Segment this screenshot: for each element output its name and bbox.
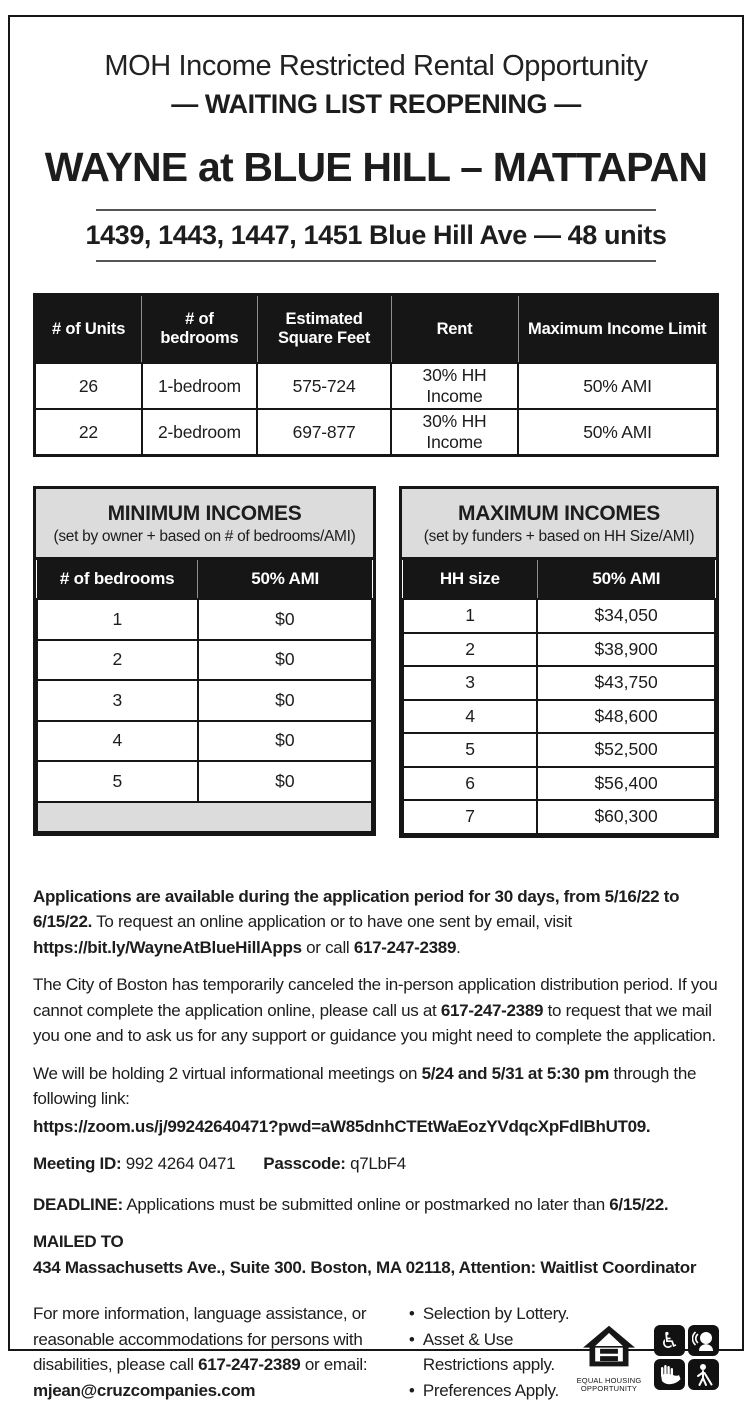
- min-cell: 4: [37, 721, 198, 762]
- min-income-subtitle: (set by owner + based on # of bedrooms/AMI): [44, 528, 365, 546]
- zoom-link[interactable]: https://zoom.us/j/99242640471?pwd=aW85dnhCTEtWaEozYVdqcXpFdlBhUT09.: [33, 1117, 650, 1136]
- max-col-header: HH size: [403, 560, 537, 599]
- bullet-text: Asset & Use Restrictions apply.: [423, 1330, 555, 1375]
- table-row: [403, 767, 715, 801]
- period: .: [456, 938, 460, 957]
- equal-housing-logo: [576, 1325, 642, 1394]
- units-cell: 1-bedroom: [142, 363, 257, 409]
- min-col-header: 50% AMI: [198, 560, 372, 599]
- empty-cell: [37, 802, 372, 832]
- max-cell: $38,900: [537, 633, 715, 667]
- header-divider-bottom: [96, 260, 656, 262]
- apps-link[interactable]: https://bit.ly/WayneAtBlueHillApps: [33, 938, 302, 957]
- max-cell: $52,500: [537, 733, 715, 767]
- units-cell: 30% HH Income: [391, 363, 518, 409]
- language-assistance-icon: [688, 1325, 719, 1356]
- city-paragraph: [33, 972, 719, 1049]
- units-cell: 30% HH Income: [391, 409, 518, 456]
- max-cell: $60,300: [537, 800, 715, 834]
- units-cell: 697-877: [257, 409, 391, 456]
- bullet-icon: •: [409, 1301, 415, 1327]
- max-cell: 6: [403, 767, 537, 801]
- max-income-subtitle: (set by funders + based on HH Size/AMI): [410, 528, 708, 546]
- max-cell: 2: [403, 633, 537, 667]
- phone-number: 617-247-2389: [354, 938, 456, 957]
- table-row: [37, 599, 372, 640]
- units-cell: 50% AMI: [518, 409, 717, 456]
- max-cell: $34,050: [537, 599, 715, 633]
- footer-bullets: [409, 1301, 576, 1403]
- table-row: [403, 733, 715, 767]
- application-period-dates: Applications are available during the application period for 30 days, from 5/16/22 to 6/15/22.: [33, 887, 679, 932]
- units-col-header: # of Units: [35, 295, 142, 364]
- max-col-header: 50% AMI: [537, 560, 715, 599]
- units-cell: 22: [35, 409, 142, 456]
- bullet-icon: •: [409, 1327, 415, 1353]
- city-text-2: to request that we mail you one and to ask us for any support or guidance you might need to complete the application.: [33, 1001, 716, 1046]
- units-col-header: Rent: [391, 295, 518, 364]
- empty-row: [37, 802, 372, 832]
- footer-logos: [576, 1301, 719, 1394]
- income-tables: [33, 486, 719, 838]
- max-income-header: [402, 489, 716, 560]
- units-cell: 2-bedroom: [142, 409, 257, 456]
- deadline-paragraph: [33, 1192, 719, 1218]
- deadline-text: Applications must be submitted online or postmarked no later than: [123, 1195, 609, 1214]
- application-request-text: To request an online application or to have one sent by email, visit: [92, 912, 572, 931]
- passcode-label: Passcode:: [263, 1154, 345, 1173]
- min-cell: $0: [198, 721, 372, 762]
- max-income-table: [402, 560, 716, 835]
- table-row: [37, 721, 372, 762]
- meeting-id-label: Meeting ID:: [33, 1154, 121, 1173]
- wheelchair-icon: ♿: [654, 1325, 685, 1356]
- body-text: [33, 884, 719, 1403]
- max-cell: 4: [403, 700, 537, 734]
- min-cell: 1: [37, 599, 198, 640]
- units-cell: 26: [35, 363, 142, 409]
- list-item: [409, 1301, 576, 1327]
- units-col-header: # of bedrooms: [142, 295, 257, 364]
- table-row: [403, 700, 715, 734]
- property-address: 1439, 1443, 1447, 1451 Blue Hill Ave — 48 units: [33, 220, 719, 251]
- max-cell: 1: [403, 599, 537, 633]
- table-row: [403, 666, 715, 700]
- reopening-banner: — WAITING LIST REOPENING —: [33, 89, 719, 120]
- phone-number: 617-247-2389: [441, 1001, 543, 1020]
- header-divider-top: [96, 209, 656, 211]
- footer-info: [33, 1301, 381, 1403]
- equal-housing-caption: OPPORTUNITY: [576, 1385, 642, 1394]
- list-item: [409, 1327, 576, 1378]
- deadline-date: 6/15/22.: [609, 1195, 668, 1214]
- list-item: [409, 1378, 576, 1403]
- visual-impairment-icon: [688, 1359, 719, 1390]
- meetings-paragraph: [33, 1061, 719, 1112]
- equal-housing-caption: EQUAL HOUSING: [576, 1377, 642, 1386]
- meeting-id-value: 992 4264 0471: [121, 1154, 235, 1173]
- bullet-list: [409, 1301, 576, 1403]
- min-cell: 2: [37, 640, 198, 681]
- program-title: MOH Income Restricted Rental Opportunity: [33, 50, 719, 83]
- table-row: [37, 680, 372, 721]
- min-income-table: [36, 560, 373, 833]
- sign-language-icon: [654, 1359, 685, 1390]
- units-cell: 50% AMI: [518, 363, 717, 409]
- units-col-header: Maximum Income Limit: [518, 295, 717, 364]
- meetings-text-2: through the following link:: [33, 1064, 696, 1109]
- passcode-value: q7LbF4: [346, 1154, 406, 1173]
- units-table: [33, 293, 719, 457]
- bullet-text: Preferences Apply.: [423, 1381, 559, 1400]
- or-call-text: or call: [302, 938, 354, 957]
- max-cell: 5: [403, 733, 537, 767]
- table-row: [37, 761, 372, 802]
- accessibility-icons: [654, 1325, 719, 1390]
- min-cell: $0: [198, 640, 372, 681]
- property-name: WAYNE at BLUE HILL – MATTAPAN: [33, 144, 719, 191]
- table-row: [35, 363, 718, 409]
- min-cell: $0: [198, 761, 372, 802]
- footer-info-text-1: For more information, language assistance, or reasonable accommodations for persons with disabilities, please call: [33, 1304, 366, 1374]
- max-cell: $43,750: [537, 666, 715, 700]
- table-row: [403, 599, 715, 633]
- footer-info-text-2: or email:: [300, 1355, 367, 1374]
- max-income-title: MAXIMUM INCOMES: [410, 502, 708, 526]
- meeting-credentials: [33, 1151, 719, 1177]
- city-text-1: The City of Boston has temporarily canceled the in-person application distribution period. If you cannot complete the application online, please call us at: [33, 975, 717, 1020]
- phone-number: 617-247-2389: [198, 1355, 300, 1374]
- max-cell: $56,400: [537, 767, 715, 801]
- table-row: [403, 633, 715, 667]
- min-col-header: # of bedrooms: [37, 560, 198, 599]
- bullet-text: Selection by Lottery.: [423, 1304, 569, 1323]
- contact-email[interactable]: mjean@cruzcompanies.com: [33, 1381, 255, 1400]
- mailing-address: 434 Massachusetts Ave., Suite 300. Boston, MA 02118, Attention: Waitlist Coordinator: [33, 1255, 719, 1281]
- application-period-paragraph: [33, 884, 719, 961]
- footer: [33, 1301, 719, 1403]
- min-income-title: MINIMUM INCOMES: [44, 502, 365, 526]
- meeting-dates: 5/24 and 5/31 at 5:30 pm: [422, 1064, 609, 1083]
- zoom-link-line: [33, 1114, 719, 1140]
- max-income-panel: [399, 486, 719, 838]
- max-cell: $48,600: [537, 700, 715, 734]
- units-cell: 575-724: [257, 363, 391, 409]
- min-cell: 3: [37, 680, 198, 721]
- mailed-to-heading: MAILED TO: [33, 1229, 719, 1255]
- min-cell: $0: [198, 599, 372, 640]
- min-cell: $0: [198, 680, 372, 721]
- min-income-panel: [33, 486, 376, 836]
- table-row: [37, 640, 372, 681]
- min-income-header: [36, 489, 373, 560]
- table-row: [403, 800, 715, 834]
- deadline-label: DEADLINE:: [33, 1195, 123, 1214]
- min-cell: 5: [37, 761, 198, 802]
- max-cell: 7: [403, 800, 537, 834]
- meetings-text-1: We will be holding 2 virtual informational meetings on: [33, 1064, 422, 1083]
- table-row: [35, 409, 718, 456]
- units-col-header: Estimated Square Feet: [257, 295, 391, 364]
- max-cell: 3: [403, 666, 537, 700]
- bullet-icon: •: [409, 1378, 415, 1403]
